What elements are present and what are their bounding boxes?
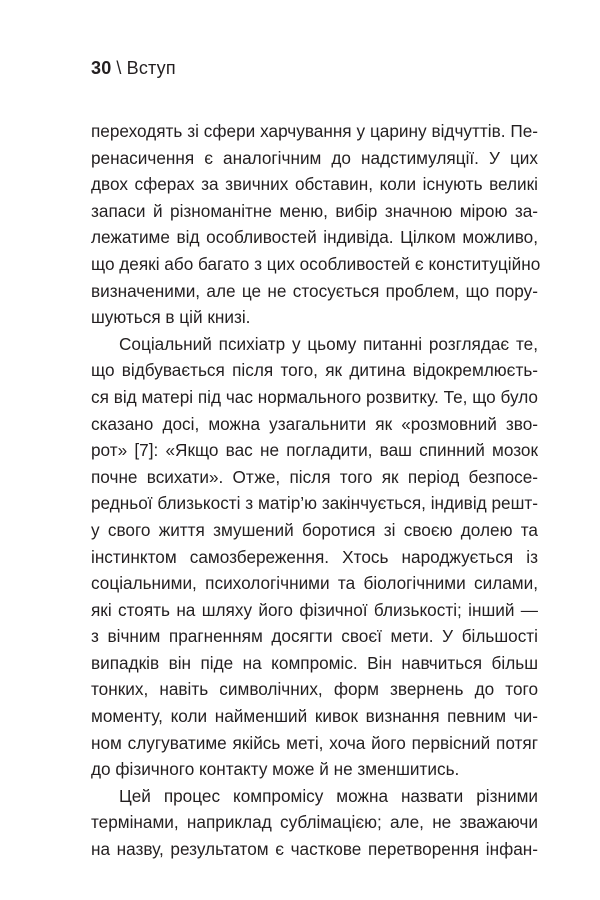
text-line: випадків він піде на компроміс. Він навчиться більш [91,652,538,673]
text-line: інстинктом самозбереження. Хтось народжується із [91,546,538,567]
running-header [91,58,176,79]
text-line: що відбувається після того, як дитина відокремлюєть- [91,360,538,381]
text-line: з вічним прагненням досягти своєї мети. У більшості [91,626,538,647]
text-line: лежатиме від особливостей індивіда. Цілком можливо, [91,227,538,248]
text-line: у свого життя змушений боротися зі своєю долею та [91,519,538,540]
header-separator: \ [116,58,122,78]
text-line: ся від матері під час нормального розвитку. Те, що було [91,386,538,407]
text-line: які стоять на шляху його фізичної близькості; інший — [91,599,538,620]
section-title: Вступ [126,58,176,78]
text-line: що деякі або багато з цих особливостей є конституційно [91,253,541,274]
text-line: Цей процес компромісу можна назвати різними [119,785,538,806]
text-line: до фізичного контакту може й не зменшитись. [91,759,460,780]
text-line: двох сферах за звичних обставин, коли існують великі [91,174,538,195]
text-line: соціальними, психологічними та біологічними силами, [91,573,538,594]
text-line: редньої близькості з матір’ю закінчується, індивід решт- [91,493,538,514]
text-line: шуються в цій книзі. [91,307,251,328]
text-line: Соціальний психіатр у цьому питанні розглядає те, [119,333,538,354]
text-line: запаси й різноманітне меню, вибір значною мірою за- [91,200,538,221]
text-line: рот» [7]: «Якщо вас не погладити, ваш спинний мозок [91,440,538,461]
text-line: моменту, коли найменший кивок визнання певним чи- [91,706,538,727]
body-text [91,118,541,863]
text-line: термінами, наприклад сублімацією; але, не зважаючи [91,812,538,833]
text-line: тонких, навіть символічних, форм звернень до того [91,679,538,700]
paragraph [91,783,538,863]
text-line: ном слугуватиме якійсь меті, хоча його первісний потяг [91,732,538,753]
text-line: ренасичення є аналогічним до надстимуляції. У цих [91,147,538,168]
text-line: визначеними, але це не стосується проблем, що пору- [91,280,538,301]
text-line: сказано досі, можна узагальнити як «розмовний зво- [91,413,538,434]
paragraph [91,331,538,783]
text-line: почне всихати». Отже, після того як період безпосе- [91,466,538,487]
text-line: переходять зі сфери харчування у царину відчуттів. Пе- [91,121,538,141]
text-line: на назву, результатом є часткове перетворення інфан- [91,839,538,860]
page-number: 30 [91,58,112,78]
paragraph [91,118,541,331]
